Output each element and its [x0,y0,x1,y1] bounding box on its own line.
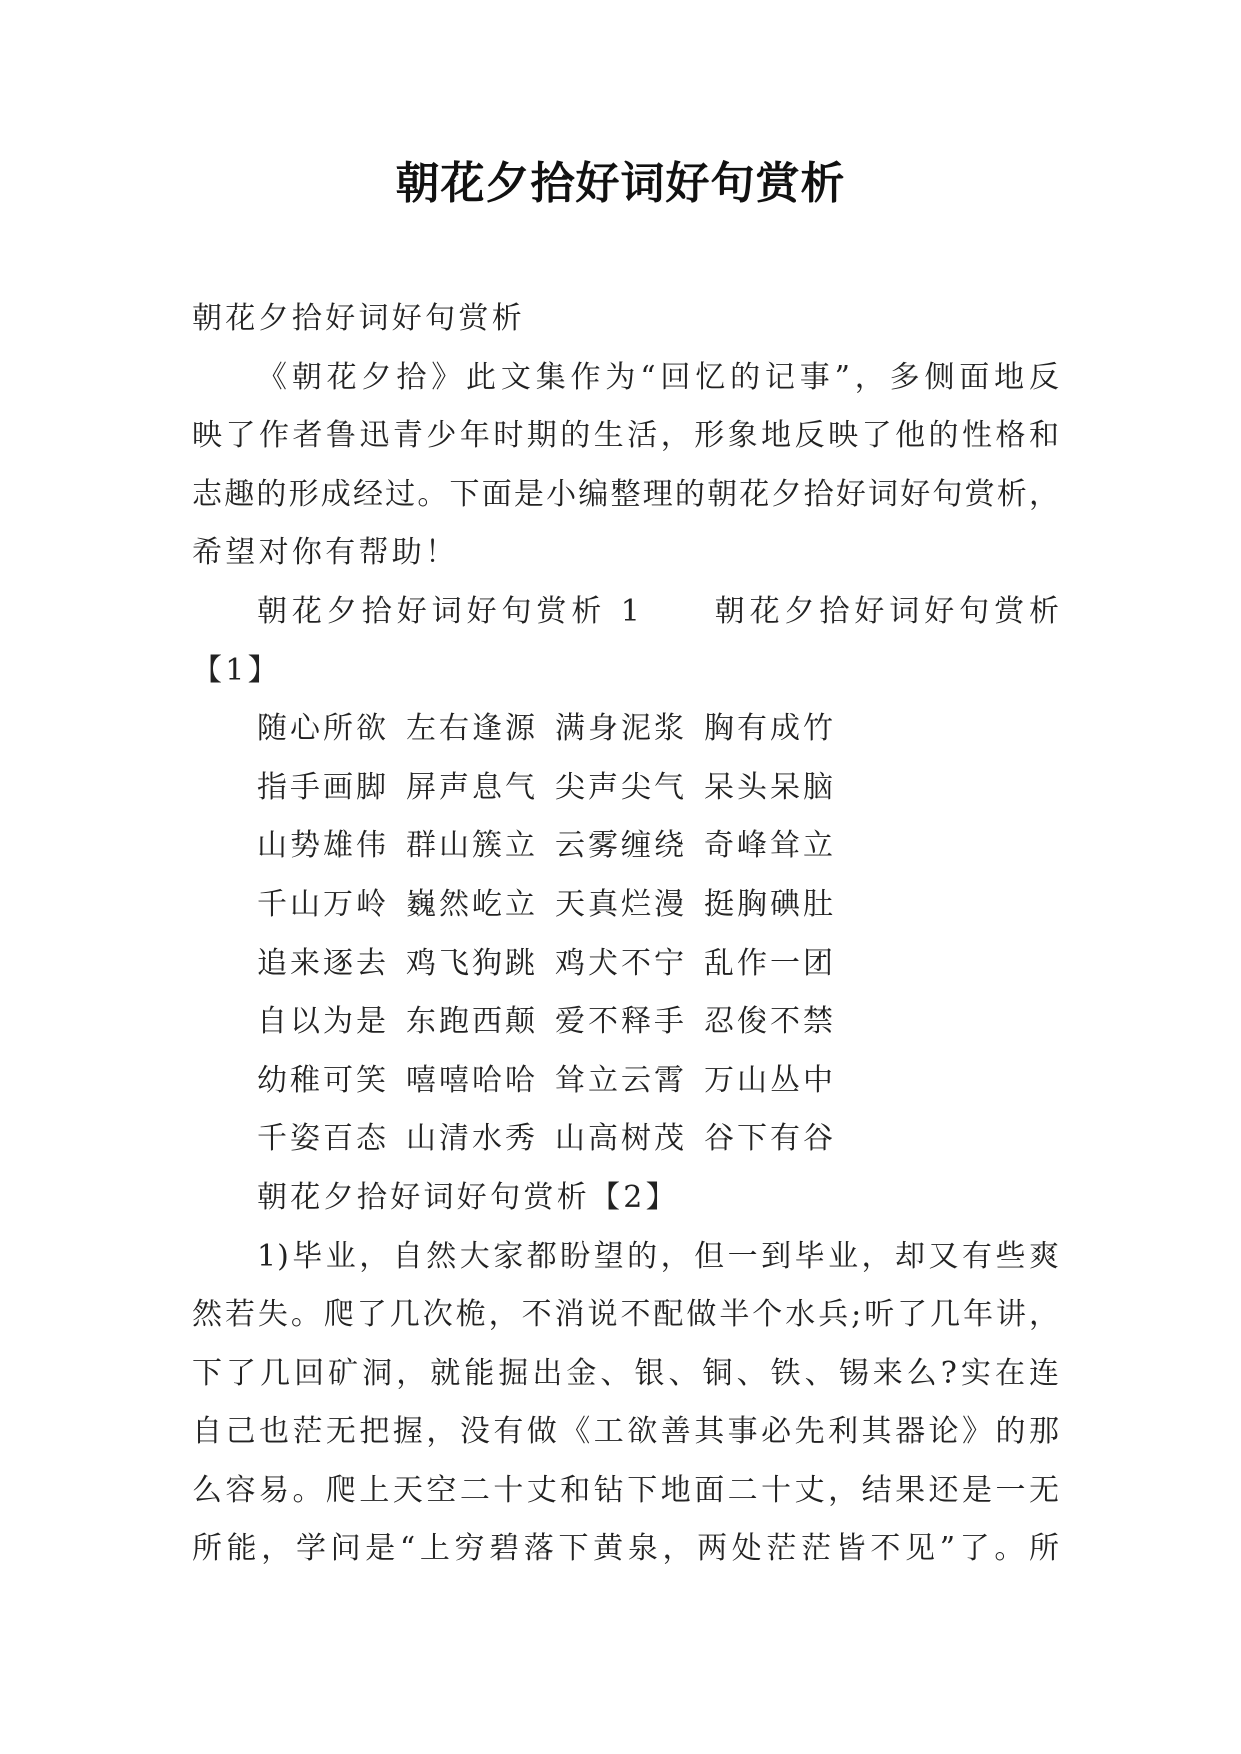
vocab-word: 追来逐去 [257,945,389,981]
vocab-word: 鸡犬不宁 [555,945,687,981]
vocab-word: 挺胸碘肚 [704,886,836,922]
section2-line: 么容易。爬上天空二十丈和钻下地面二十丈，结果还是一无 [192,1472,1060,1508]
vocab-word: 自以为是 [257,1004,389,1040]
vocab-word: 满身泥浆 [555,711,687,747]
vocab-word: 呆头呆脑 [704,769,836,805]
vocab-word: 奇峰耸立 [704,828,836,864]
vocab-row [192,876,1060,935]
vocab-word: 云雾缠绕 [555,828,687,864]
vocab-row [192,993,1060,1052]
vocab-word: 屏声息气 [406,769,538,805]
section2-line: 自己也茫无把握，没有做《工欲善其事必先利其器论》的那 [192,1414,1060,1450]
section1-heading-number: 【1】 [192,652,281,688]
vocab-word: 山清水秀 [406,1121,538,1157]
vocab-row [192,700,1060,759]
vocab-word: 鸡飞狗跳 [406,945,538,981]
vocab-word: 指手画脚 [257,769,389,805]
vocab-word: 巍然屹立 [406,886,538,922]
intro-heading: 朝花夕拾好词好句赏析 [192,301,525,336]
vocab-word: 山高树茂 [555,1121,687,1157]
document-body [192,290,1060,1579]
intro-line: 映了作者鲁迅青少年时期的生活，形象地反映了他的性格和 [192,418,1060,454]
vocab-word: 随心所欲 [257,711,389,747]
vocab-word: 千姿百态 [257,1121,389,1157]
vocab-word: 千山万岭 [257,886,389,922]
section2-line: 下了几回矿洞，就能掘出金、银、铜、铁、锡来么?实在连 [192,1355,1060,1391]
vocab-word: 尖声尖气 [555,769,687,805]
section2-line: 所能，学问是“上穷碧落下黄泉，两处茫茫皆不见”了。所 [192,1531,1060,1567]
vocab-word: 嘻嘻哈哈 [406,1062,538,1098]
vocab-word: 乱作一团 [704,945,836,981]
vocab-word: 东跑西颠 [406,1004,538,1040]
vocab-row [192,935,1060,994]
vocab-word: 群山簇立 [406,828,538,864]
vocab-word: 胸有成竹 [704,711,836,747]
vocab-word: 耸立云霄 [555,1062,687,1098]
vocab-word: 幼稚可笑 [257,1062,389,1098]
vocab-row [192,759,1060,818]
vocab-word: 天真烂漫 [555,886,687,922]
section2-heading: 朝花夕拾好词好句赏析【2】 [257,1179,679,1215]
intro-line: 《朝花夕拾》此文集作为“回忆的记事”，多侧面地反 [257,359,1060,395]
vocab-row [192,1110,1060,1169]
vocab-word: 万山丛中 [704,1062,836,1098]
section1-heading: 朝花夕拾好词好句赏析 1 朝花夕拾好词好句赏析 [257,593,1060,629]
intro-line: 志趣的形成经过。下面是小编整理的朝花夕拾好词好句赏析， [192,476,1060,512]
section2-line: 1)毕业，自然大家都盼望的，但一到毕业，却又有些爽 [257,1238,1060,1274]
vocab-row [192,817,1060,876]
vocab-word: 忍俊不禁 [704,1004,836,1040]
document-title: 朝花夕拾好词好句赏析 [395,158,846,209]
intro-line: 希望对你有帮助！ [192,535,459,571]
section2-line: 然若失。爬了几次桅，不消说不配做半个水兵;听了几年讲， [192,1297,1060,1333]
vocab-row [192,1052,1060,1111]
vocab-word: 爱不释手 [555,1004,687,1040]
vocab-word: 谷下有谷 [704,1121,836,1157]
vocab-word: 左右逢源 [406,711,538,747]
vocab-word: 山势雄伟 [257,828,389,864]
